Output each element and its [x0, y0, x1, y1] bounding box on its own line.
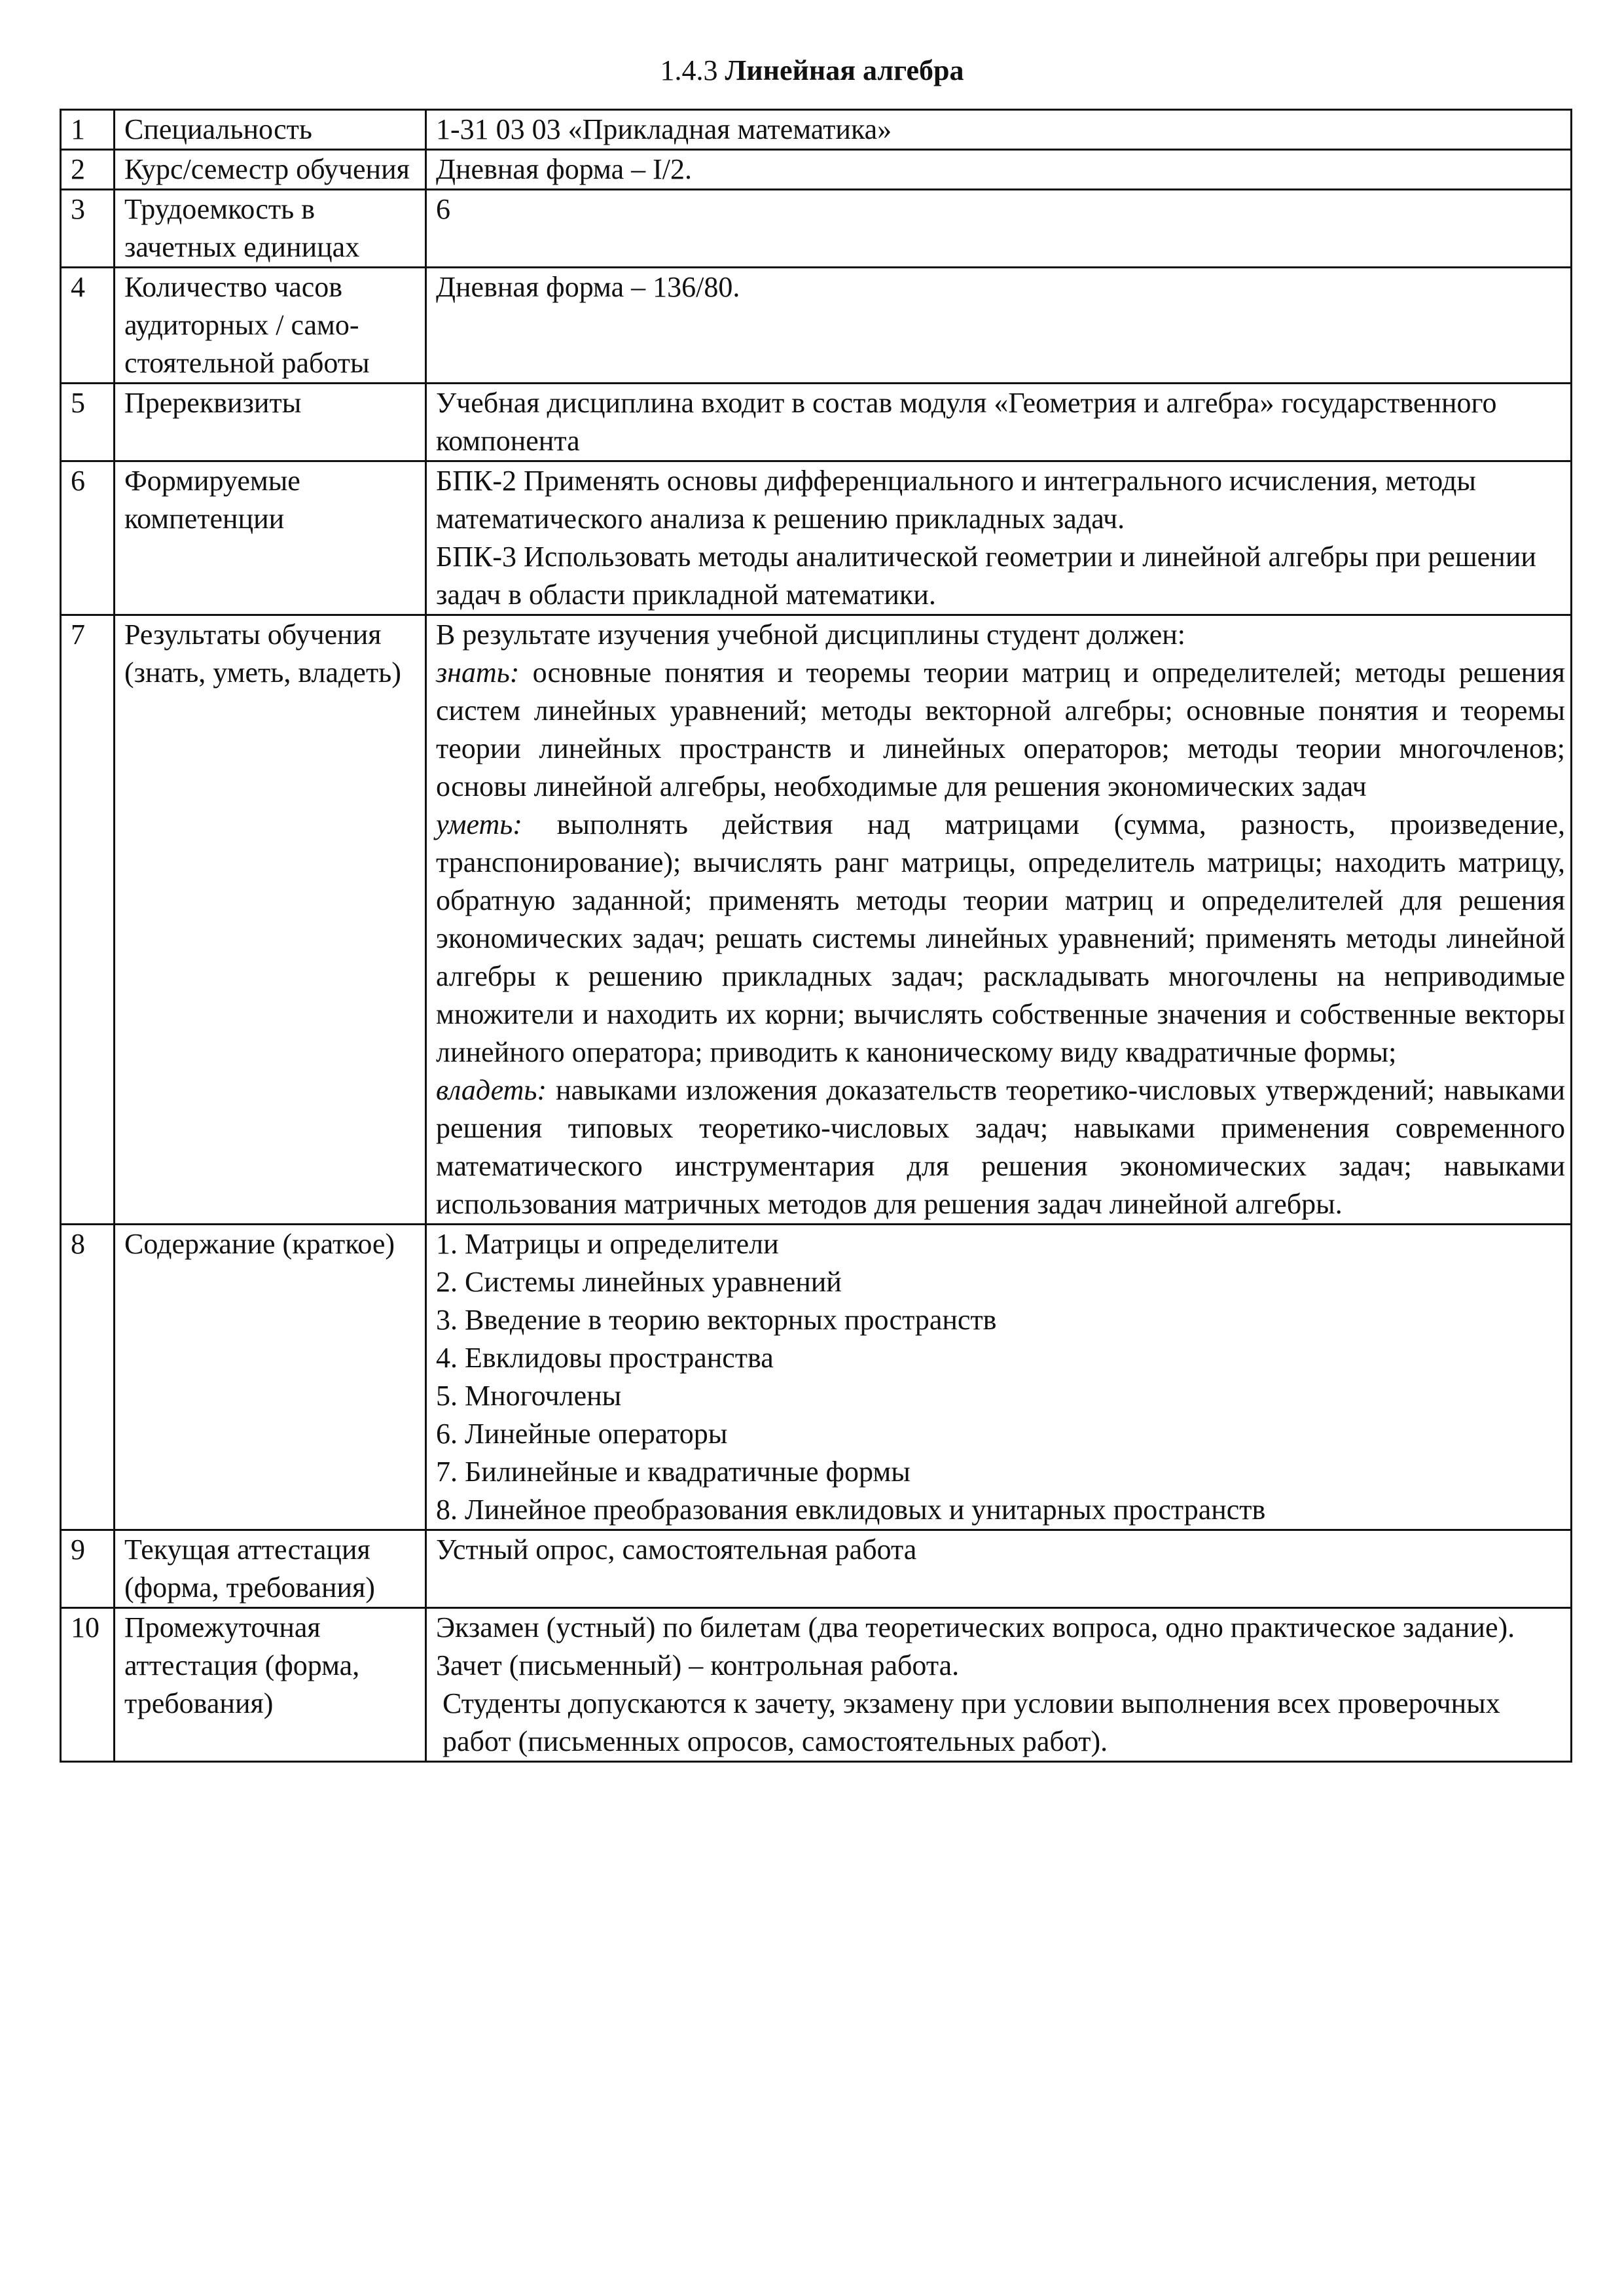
table-row [61, 1608, 1572, 1762]
table-row [61, 384, 1572, 461]
content-list [426, 1225, 1572, 1530]
row-value: Устный опрос, самостоятельная работа [426, 1530, 1572, 1608]
row-value [426, 1608, 1572, 1762]
list-item: 1. Матрицы и определители [436, 1228, 779, 1260]
own-keyword: владеть: [436, 1074, 547, 1106]
row-value: Учебная дисциплина входит в состав модуля «Геометрия и алгебра» государственного компонента [426, 384, 1572, 461]
list-item: 2. Системы линейных уравнений [436, 1266, 842, 1298]
table-row [61, 615, 1572, 1225]
can-text: выполнять действия над матрицами (сумма, разность, произведение, транспонирование); вычислять ранг матрицы, определитель матрицы; находить матрицу, обратную заданной; применять методы теории матриц и определителей для решения экономических задач; решать системы линейных уравнений; применять методы линейной алгебры к решению прикладных задач; раскладывать многочлены на неприводимые множители и находить их корни; вычислять собственные значения и собственные векторы линейного оператора; приводить к каноническому виду квадратичные формы; [436, 808, 1565, 1068]
list-item: 5. Многочлены [436, 1380, 622, 1412]
outcomes-own [436, 1071, 1565, 1223]
know-keyword: знать: [436, 656, 520, 689]
section-number: 1.4.3 [660, 54, 718, 86]
row-value: Дневная форма – 136/80. [426, 268, 1572, 384]
competence-bpk-3: БПК-3 Использовать методы аналитической геометрии и линейной алгебры при решении задач в области прикладной математики. [436, 541, 1536, 611]
course-table [60, 109, 1572, 1763]
row-number: 5 [61, 384, 115, 461]
row-label: Курс/семестр обучения [115, 150, 426, 190]
list-item: 7. Билинейные и квадратичные формы [436, 1456, 911, 1488]
row-value [426, 461, 1572, 615]
row-number: 7 [61, 615, 115, 1225]
outcomes-know [436, 654, 1565, 806]
table-row [61, 150, 1572, 190]
admission-conditions: Студенты допускаются к зачету, экзамену при условии выполнения всех проверочных работ (письменных опросов, самостоятельных работ). [442, 1687, 1500, 1757]
list-item: 4. Евклидовы пространства [436, 1342, 774, 1374]
list-item: 8. Линейное преобразования евклидовых и унитарных пространств [436, 1494, 1266, 1526]
row-label: Пререквизиты [115, 384, 426, 461]
competence-bpk-2: БПК-2 Применять основы дифференциального и интегрального исчисления, методы математического анализа к решению прикладных задач. [436, 465, 1476, 535]
row-number: 6 [61, 461, 115, 615]
row-label: Формируемые компетенции [115, 461, 426, 615]
row-value: Дневная форма – I/2. [426, 150, 1572, 190]
row-number: 2 [61, 150, 115, 190]
row-number: 1 [61, 110, 115, 150]
row-number: 8 [61, 1225, 115, 1530]
row-label: Содержание (краткое) [115, 1225, 426, 1530]
table-row [61, 110, 1572, 150]
list-item: 3. Введение в теорию векторных пространств [436, 1304, 997, 1336]
own-text: навыками изложения доказательств теоретико-числовых утверждений; навыками решения типовых теоретико-числовых задач; навыками применения современного математического инструментария для решения экономических задач; навыками использования матричных методов для решения задач линейной алгебры. [436, 1074, 1565, 1220]
row-label: Трудоемкость в зачетных единицах [115, 190, 426, 268]
row-label: Текущая аттестация (форма, требования) [115, 1530, 426, 1608]
table-row [61, 268, 1572, 384]
list-item: 6. Линейные операторы [436, 1418, 728, 1450]
row-value [426, 615, 1572, 1225]
table-row [61, 1530, 1572, 1608]
outcomes-can [436, 806, 1565, 1071]
row-value: 6 [426, 190, 1572, 268]
row-number: 9 [61, 1530, 115, 1608]
row-number: 10 [61, 1608, 115, 1762]
row-number: 4 [61, 268, 115, 384]
table-row [61, 190, 1572, 268]
section-title-text: Линейная алгебра [725, 54, 964, 86]
row-label: Количество часов аудиторных / само-стоятельной работы [115, 268, 426, 384]
row-number: 3 [61, 190, 115, 268]
outcomes-intro: В результате изучения учебной дисциплины студент должен: [436, 619, 1186, 651]
row-value: 1-31 03 03 «Прикладная математика» [426, 110, 1572, 150]
row-label: Результаты обучения (знать, уметь, владеть) [115, 615, 426, 1225]
section-title [0, 52, 1624, 89]
row-label: Промежуточная аттестация (форма, требования) [115, 1608, 426, 1762]
exam-description: Экзамен (устный) по билетам (два теоретических вопроса, одно практическое задание). Зачет (письменный) – контрольная работа. [436, 1611, 1515, 1681]
table-row [61, 461, 1572, 615]
know-text: основные понятия и теоремы теории матриц и определителей; методы решения систем линейных уравнений; методы векторной алгебры; основные понятия и теоремы теории линейных пространств и линейных операторов; методы теории многочленов; основы линейной алгебры, необходимые для решения экономических задач [436, 656, 1565, 802]
can-keyword: уметь: [436, 808, 522, 840]
row-label: Специальность [115, 110, 426, 150]
table-row [61, 1225, 1572, 1530]
